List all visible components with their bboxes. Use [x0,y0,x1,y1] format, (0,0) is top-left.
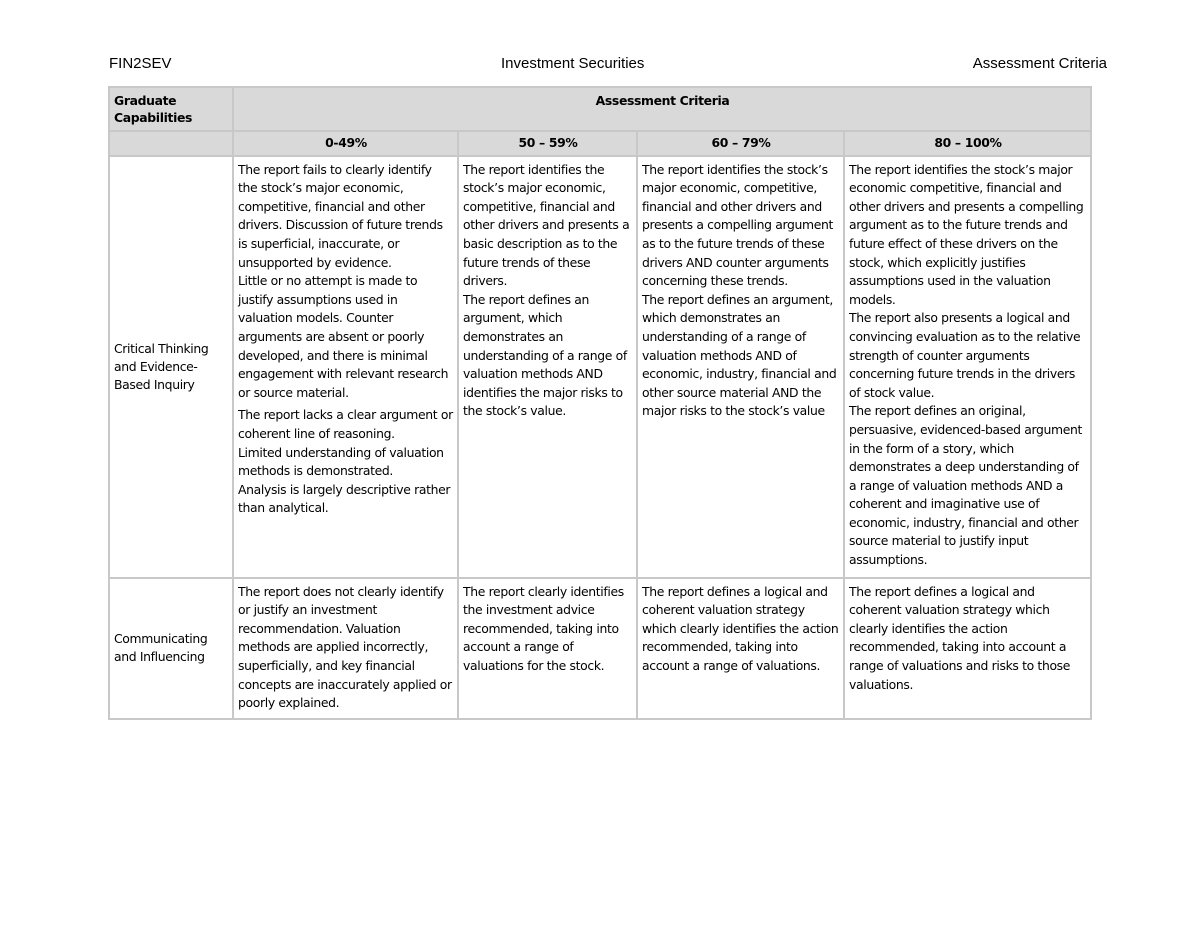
grade-band-0-49: 0-49% [233,131,458,156]
assessment-rubric-table [108,86,1092,720]
criteria-text: The report identifies the stock’s major economic, competitive, financial and other drivers and presents a compelling argument as to the future trends of these drivers AND counter arguments concerning these trends. [642,161,834,289]
criteria-cell [233,578,458,719]
criteria-text: The report defines an argument, which demonstrates an understanding of a range of valuation methods AND identifies the major risks to the stock’s value. [463,291,627,419]
grade-band-blank [109,131,233,156]
criteria-text: The report defines an argument, which demonstrates an understanding of a range of valuation methods AND of economic, industry, financial and other source material AND the major risks to the stock’s value [642,291,837,419]
grade-band-row [109,131,1091,156]
criteria-cell [458,578,637,719]
criteria-text: The report defines a logical and coherent valuation strategy which clearly identifies the action recommended, taking into account a range of valuations and risks to those valuations. [849,583,1071,692]
criteria-text: Little or no attempt is made to justify assumptions used in valuation models. Counter arguments are absent or poorly developed, and there is minimal engagement with relevant research or source material. [238,273,449,400]
capability-communicating: Communicating and Influencing [109,578,233,719]
criteria-cell [844,156,1091,578]
criteria-cell [458,156,637,578]
criteria-text: The report identifies the stock’s major economic competitive, financial and other drivers and presents a compelling argument as to the future trends and future effect of these drivers on the stock, which explicitly justifies assumptions used in the valuation models. [849,161,1084,307]
criteria-text: The report defines an original, persuasive, evidenced-based argument in the form of a story, which demonstrates a deep understanding of a range of valuation methods AND a coherent and imaginative use of economic, industry, financial and other source material to justify input assumptions. [849,403,1083,568]
table-row [109,156,1091,578]
grade-band-60-79: 60 – 79% [637,131,844,156]
assessment-criteria-header: Assessment Criteria [233,87,1091,131]
criteria-cell [233,156,458,578]
header-row [109,87,1091,131]
capability-critical-thinking: Critical Thinking and Evidence-Based Inquiry [109,156,233,578]
document-type: Assessment Criteria [972,55,1107,72]
criteria-text: The report does not clearly identify or justify an investment recommendation. Valuation methods are applied incorrectly, superficially, and key financial concepts are inaccurately applied or poorly explained. [238,583,452,711]
table-row [109,578,1091,719]
subject-title: Investment Securities [501,55,645,72]
criteria-text: The report fails to clearly identify the stock’s major economic, competitive, financial and other drivers. Discussion of future trends is superficial, inaccurate, or unsupported by evidence. [238,161,443,270]
page-header [109,55,1107,75]
criteria-text: The report also presents a logical and convincing evaluation as to the relative strength of counter arguments concerning future trends in the drivers of stock value. [849,310,1081,400]
course-code: FIN2SEV [109,55,172,72]
criteria-text: The report identifies the stock’s major economic, competitive, financial and other drivers and presents a basic description as to the future trends of these drivers. [463,161,630,289]
criteria-text: The report lacks a clear argument or coherent line of reasoning. [238,407,453,441]
criteria-cell [637,578,844,719]
graduate-capabilities-header: Graduate Capabilities [109,87,233,131]
grade-band-80-100: 80 – 100% [844,131,1091,156]
criteria-text: Limited understanding of valuation methods is demonstrated. [238,444,444,479]
criteria-cell [637,156,844,578]
criteria-text: Analysis is largely descriptive rather than analytical. [238,481,451,516]
criteria-text: The report defines a logical and coherent valuation strategy which clearly identifies the action recommended, taking into account a range of valuations. [642,583,839,673]
criteria-text: The report clearly identifies the investment advice recommended, taking into account a range of valuations for the stock. [463,583,624,673]
criteria-cell [844,578,1091,719]
grade-band-50-59: 50 – 59% [458,131,637,156]
